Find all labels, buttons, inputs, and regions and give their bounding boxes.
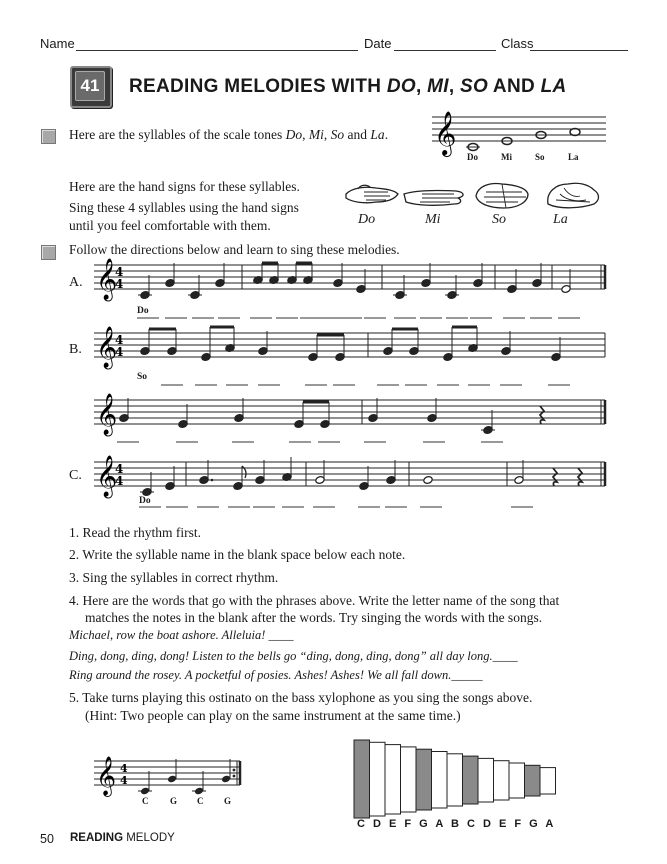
hand-label-la: La	[553, 212, 568, 227]
hand-signs-line2: Sing these 4 syllables using the hand signs	[69, 200, 299, 215]
quarter-rest	[553, 468, 557, 486]
repeat-dot	[233, 769, 236, 772]
page-number: 50	[40, 832, 54, 846]
intro-line: Here are the syllables of the scale tones Do, Mi, So and La.	[69, 127, 389, 142]
melody-c-first-syllable: Do	[139, 496, 151, 506]
treble-clef-icon: 𝄞	[434, 111, 457, 155]
treble-clef-icon: 𝄞	[96, 756, 117, 796]
song-line-3: Ring around the rosey. A pocketful of posies. Ashes! Ashes! We all fall down._____	[69, 668, 483, 682]
xylophone-bar	[463, 756, 479, 804]
hand-signs-line1: Here are the hand signs for these syllables.	[69, 179, 300, 194]
xylophone-bar	[509, 763, 525, 798]
note-head	[423, 476, 433, 485]
instruction-2: 2. Write the syllable name in the blank space below each note.	[69, 547, 406, 562]
xylophone-bar	[401, 747, 417, 812]
name-label: Name	[40, 36, 75, 51]
hand-label-do: Do	[358, 212, 376, 227]
staff-label-la: La	[568, 152, 579, 162]
xylophone-bar	[432, 752, 448, 809]
quarter-rest	[540, 406, 544, 424]
hand-label-mi: Mi	[425, 212, 441, 227]
dot	[211, 479, 214, 482]
quarter-rest	[578, 468, 582, 486]
instruction-5: 5. Take turns playing this ostinato on the bass xylophone as you sing the songs above.	[69, 690, 533, 705]
xylophone-bar	[478, 758, 494, 802]
staff-label-do: Do	[467, 152, 478, 162]
ostinato-label-2: G	[170, 796, 178, 806]
ostinato-label-1: C	[142, 796, 149, 806]
song-line-2: Ding, dong, ding, dong! Listen to the bells go “ding, dong, ding, dong” all day long.____	[69, 649, 518, 663]
xylophone-bar	[540, 768, 556, 794]
hand-signs-line3: until you feel comfortable with them.	[69, 218, 271, 233]
treble-clef-icon: 𝄞	[96, 456, 118, 497]
instruction-3: 3. Sing the syllables in correct rhythm.	[69, 570, 279, 585]
section-name: READING MELODY	[70, 832, 175, 844]
class-label: Class	[501, 36, 534, 51]
time-signature-top: 4	[115, 265, 124, 279]
song-line-1: Michael, row the boat ashore. Alleluia! ____	[69, 628, 294, 642]
repeat-dot	[233, 775, 236, 778]
staff-label-mi: Mi	[501, 152, 512, 162]
xylophone-bar	[416, 749, 432, 810]
directions-line: Follow the directions below and learn to sing these melodies.	[69, 242, 400, 257]
instruction-4-cont: matches the notes in the blank after the words. Try singing the words with the songs.	[85, 610, 543, 625]
melody-a-first-syllable: Do	[137, 306, 149, 316]
time-signature-bottom: 4	[120, 774, 128, 787]
xylophone-bar	[354, 740, 370, 818]
time-signature-top: 4	[115, 333, 124, 347]
treble-clef-icon: 𝄞	[96, 394, 118, 435]
date-label: Date	[364, 36, 392, 51]
time-signature-top: 4	[115, 462, 124, 476]
xylophone-diagram	[352, 738, 582, 822]
treble-clef-icon: 𝄞	[96, 327, 118, 368]
melody-c-label: C.	[69, 468, 82, 483]
melody-b-label: B.	[69, 342, 82, 357]
xylophone-bar	[525, 765, 541, 796]
time-signature-bottom: 4	[115, 345, 124, 359]
melody-b-first-syllable: So	[137, 372, 148, 382]
ostinato-staff	[94, 753, 244, 803]
xylophone-bar	[385, 745, 401, 814]
ostinato-label-3: C	[197, 796, 204, 806]
hand-label-so: So	[492, 212, 506, 227]
lesson-number: 41	[75, 71, 105, 101]
time-signature-bottom: 4	[115, 277, 124, 291]
melody-a-label: A.	[69, 275, 83, 290]
instruction-4: 4. Here are the words that go with the phrases above. Write the letter name of the song that	[69, 593, 560, 608]
instruction-1: 1. Read the rhythm first.	[69, 525, 201, 540]
xylophone-bar	[494, 761, 510, 800]
staff-label-so: So	[535, 152, 545, 162]
xylophone-bar	[370, 742, 386, 816]
time-signature-top: 4	[120, 762, 128, 775]
xylophone-labels: C D E F G A B C D E F G A	[357, 818, 555, 830]
ostinato-label-4: G	[224, 796, 232, 806]
xylophone-bar	[447, 754, 463, 806]
time-signature-bottom: 4	[115, 474, 124, 488]
page-title: READING MELODIES WITH DO, MI, SO AND LA	[129, 76, 567, 97]
treble-clef-icon: 𝄞	[96, 259, 118, 300]
instruction-5-hint: (Hint: Two people can play on the same instrument at the same time.)	[85, 708, 461, 723]
